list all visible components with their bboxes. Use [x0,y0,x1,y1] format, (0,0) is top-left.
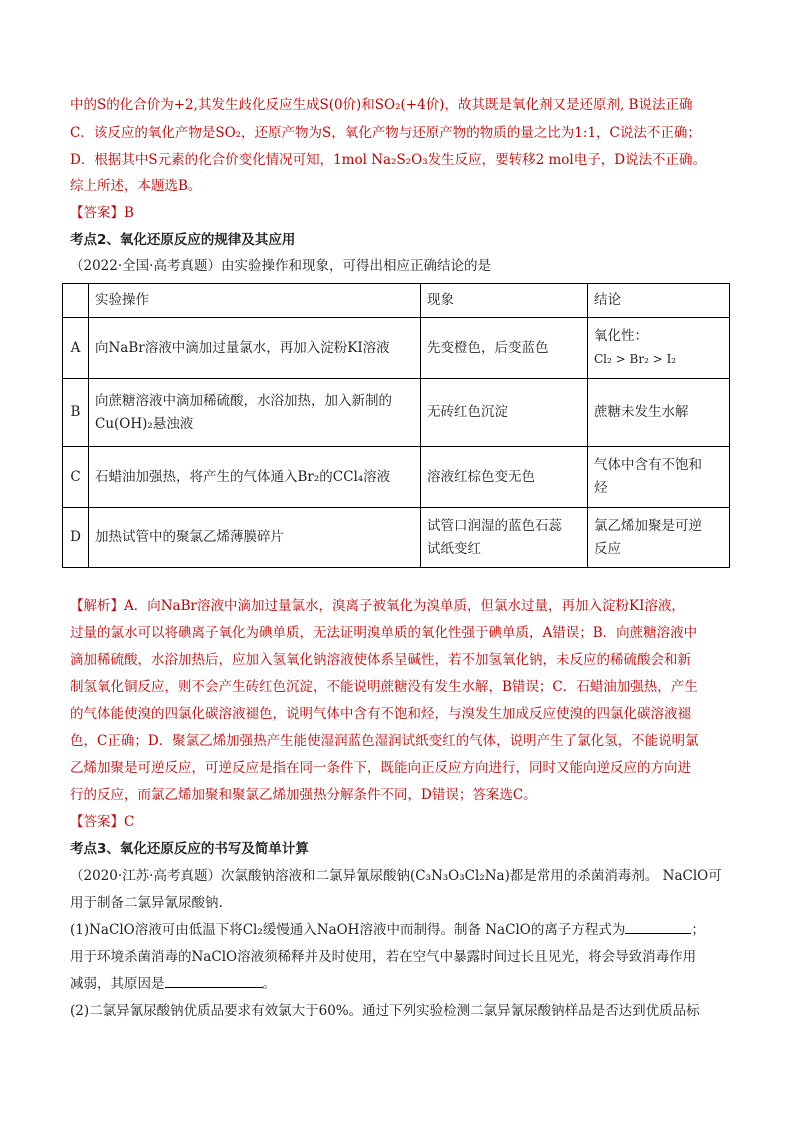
analysis-prev-line-2: C．该反应的氧化产物是SO₂，还原产物为S，氧化产物与还原产物的物质的量之比为1:1，C说法不正确； [70,125,701,141]
conclusion-cell [588,318,730,379]
header-phenomenon: 现象 [421,284,588,318]
phenomenon-text: 溶液红棕色变无色 [427,468,535,485]
section-2-title: 考点2、氧化还原反应的规律及其应用 [70,232,296,248]
answer-blank-1[interactable] [625,921,691,934]
operation-text: 向NaBr溶液中滴加过量氯水，再加入淀粉KI溶液 [95,339,390,356]
header-operation: 实验操作 [89,284,421,318]
analysis-line-8: 行的反应，而氯乙烯加聚和聚氯乙烯加强热分解条件不同，D错误；答案选C。 [70,787,537,803]
operation-cell [89,447,421,508]
conclusion-cell [588,447,730,508]
phenomenon-text: 试管口润湿的蓝色石蕊 [427,517,562,534]
conclusion-cell [588,379,730,447]
question-2-intro: （2022·全国·高考真题）由实验操作和现象，可得出相应正确结论的是 [70,258,491,274]
conclusion-cell [588,508,730,568]
question-3-part1-text: (1)NaClO溶液可由低温下将Cl₂缓慢通入NaOH溶液中而制得。制备 NaClO的离子方程式为 [70,922,626,938]
analysis-line-7: 乙烯加聚是可逆反应，可逆反应是指在同一条件下，既能向正反应方向进行，同时又能向逆反应的方向进 [70,760,691,776]
table-row [63,508,730,568]
semicolon: ； [691,922,705,938]
answer-2: 【答案】C [70,814,135,830]
question-3-line-5 [70,975,730,993]
conclusion-text: 氧化性： [594,328,648,344]
question-3-line-3 [70,921,730,939]
conclusion-text-2: 烃 [594,480,608,496]
operation-text: 加热试管中的聚氯乙烯薄膜碎片 [95,529,284,545]
analysis-line-4: 制氢氧化铜反应，则不会产生砖红色沉淀，不能说明蔗糖没有发生水解，B错误；C．石蜡油加强热，产生 [70,679,698,695]
analysis-prev-line-3: D．根据其中S元素的化合价变化情况可知，1mol Na₂S₂O₃发生反应，要转移2 mol电子，D说法不正确。 [70,152,707,168]
operation-cell [89,318,421,379]
operation-text-2: Cu(OH)₂悬浊液 [95,415,194,432]
analysis-line-3: 滴加稀硫酸，水浴加热后，应加入氢氧化钠溶液使体系呈碱性，若不加氢氧化钠，未反应的稀硫酸会和新 [70,652,691,668]
phenomenon-cell [421,508,588,568]
question-3-line-6: (2)二氯异氰尿酸钠优质品要求有效氯大于60%。通过下列实验检测二氯异氰尿酸钠样品是否达到优质品标 [70,1003,700,1019]
table-row [63,379,730,447]
table-header-row [63,284,730,318]
conclusion-text: 气体中含有不饱和 [594,457,702,473]
section-3-title: 考点3、氧化还原反应的书写及简单计算 [70,841,309,857]
conclusion-text: 氯乙烯加聚是可逆 [594,517,702,534]
header-label-cell [63,284,89,318]
question-3-line-2: 用于制备二氯异氰尿酸钠. [70,895,223,911]
operation-cell [89,379,421,447]
answer-blank-2[interactable] [165,975,263,988]
operation-text: 石蜡油加强热，将产生的气体通入Br₂的CCl₄溶液 [95,468,391,485]
experiment-table [62,283,730,568]
answer-1: 【答案】B [70,205,134,221]
question-3-line-4: 用于环境杀菌消毒的NaClO溶液须稀释并及时使用，若在空气中暴露时间过长且见光，将会导致消毒作用 [70,949,697,965]
conclusion-text-2: 反应 [594,540,621,557]
row-label: C [63,447,89,508]
analysis-line-5: 的气体能使溴的四氯化碳溶液褪色，说明气体中含有不饱和烃，与溴发生加成反应使溴的四氯化碳溶液褪 [70,706,691,722]
phenomenon-cell [421,379,588,447]
row-label: B [63,379,89,447]
operation-cell [89,508,421,568]
question-3-reason-text: 减弱，其原因是 [70,976,165,992]
row-label: D [63,508,89,568]
row-label: A [63,318,89,379]
table-row [63,447,730,508]
phenomenon-cell [421,318,588,379]
analysis-line-2: 过量的氯水可以将碘离子氧化为碘单质，无法证明溴单质的氧化性强于碘单质，A错误；B．向蔗糖溶液中 [70,625,698,641]
phenomenon-text: 先变橙色，后变蓝色 [427,339,549,356]
period: 。 [262,976,276,992]
analysis-prev-line-1: 中的S的化合价为+2,其发生歧化反应生成S(0价)和SO₂(+4价)，故其既是氧化剂又是还原剂, B说法正确 [70,97,693,113]
header-conclusion: 结论 [588,284,730,318]
analysis-line-1: 【解析】A．向NaBr溶液中滴加过量氯水，溴离子被氧化为溴单质，但氯水过量，再加入淀粉KI溶液， [70,598,685,614]
conclusion-text: 蔗糖未发生水解 [594,404,689,420]
phenomenon-text-2: 试纸变红 [427,540,481,557]
table-row [63,318,730,379]
operation-text: 向蔗糖溶液中滴加稀硫酸，水浴加热，加入新制的 [95,392,392,409]
analysis-line-6: 色，C正确；D．聚氯乙烯加强热产生能使湿润蓝色湿润试纸变红的气体，说明产生了氯化氢，不能说明氯 [70,733,699,749]
conclusion-formula: Cl₂ > Br₂ > I₂ [594,352,677,366]
phenomenon-cell [421,447,588,508]
analysis-prev-line-4: 综上所述，本题选B。 [70,178,202,194]
question-3-line-1: （2020·江苏·高考真题）次氯酸钠溶液和二氯异氰尿酸钠(C₃N₃O₃Cl₂Na)都是常用的杀菌消毒剂。 NaClO可 [70,868,722,884]
phenomenon-text: 无砖红色沉淀 [427,404,508,420]
